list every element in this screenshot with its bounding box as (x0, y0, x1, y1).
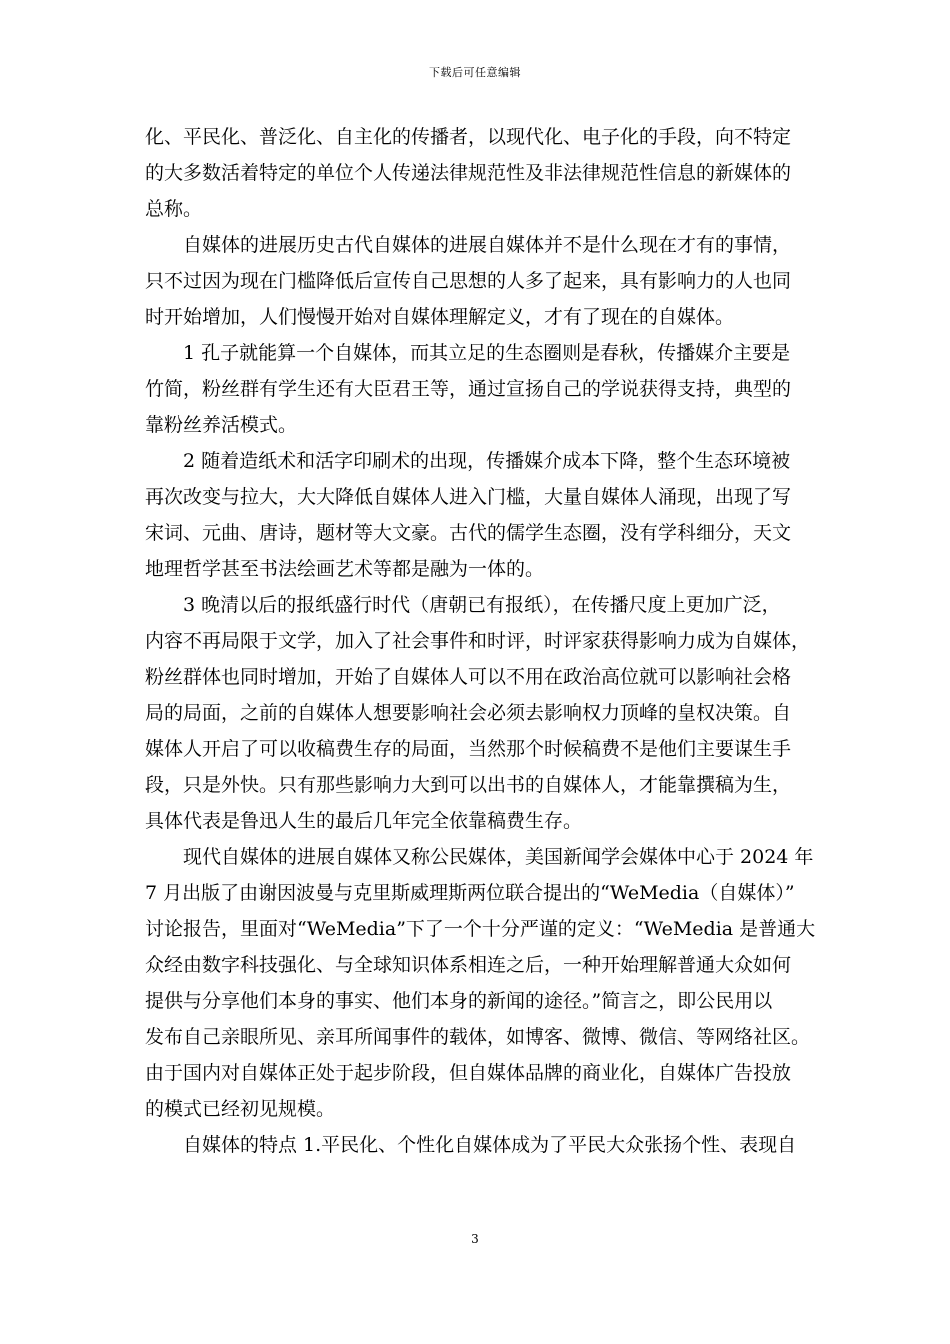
text-line: 提供与分享他们本身的事实、他们本身的新闻的途径。”简言之，即公民用以 (145, 990, 773, 1012)
text-line: 7 月出版了由谢因波曼与克里斯威理斯两位联合提出的“WeMedia（自媒体）” (145, 882, 795, 904)
text-line: 的大多数活着特定的单位个人传递法律规范性及非法律规范性信息的新媒体的 (145, 162, 792, 184)
text-line: 只不过因为现在门槛降低后宣传自己思想的人多了起来，具有影响力的人也同 (145, 270, 792, 292)
text-line: 靠粉丝养活模式。 (145, 414, 298, 436)
page-number: 3 (471, 1232, 479, 1246)
text-line: 媒体人开启了可以收稿费生存的局面，当然那个时候稿费不是他们主要谋生手 (145, 738, 792, 760)
text-line: 总称。 (145, 198, 203, 220)
text-line: 众经由数字科技强化、与全球知识体系相连之后，一种开始理解普通大众如何 (145, 954, 792, 976)
paragraph-start-line: 2 随着造纸术和活字印刷术的出现，传播媒介成本下降，整个生态环境被 (183, 450, 791, 472)
paragraph-start-line: 自媒体的进展历史古代自媒体的进展自媒体并不是什么现在才有的事情， (183, 234, 792, 256)
paragraph-start-line: 自媒体的特点 1.平民化、个性化自媒体成为了平民大众张扬个性、表现自 (183, 1134, 797, 1156)
text-line: 地理哲学甚至书法绘画艺术等都是融为一体的。 (145, 558, 545, 580)
text-line: 的模式已经初见规模。 (145, 1098, 336, 1120)
text-line: 时开始增加，人们慢慢开始对自媒体理解定义，才有了现在的自媒体。 (145, 306, 735, 328)
text-line: 竹简，粉丝群有学生还有大臣君王等，通过宣扬自己的学说获得支持，典型的 (145, 378, 792, 400)
text-line: 粉丝群体也同时增加，开始了自媒体人可以不用在政治高位就可以影响社会格 (145, 666, 792, 688)
paragraph-start-line: 现代自媒体的进展自媒体又称公民媒体，美国新闻学会媒体中心于 2024 年 (183, 846, 814, 868)
text-line: 再次改变与拉大，大大降低自媒体人进入门槛，大量自媒体人涌现，出现了写 (145, 486, 792, 508)
text-line: 发布自己亲眼所见、亲耳所闻事件的载体，如博客、微博、微信、等网络社区。 (145, 1026, 811, 1048)
paragraph-start-line: 1 孔子就能算一个自媒体，而其立足的生态圈则是春秋，传播媒介主要是 (183, 342, 791, 364)
text-line: 化、平民化、普泛化、自主化的传播者，以现代化、电子化的手段，向不特定 (145, 126, 792, 148)
text-line: 段，只是外快。只有那些影响力大到可以出书的自媒体人，才能靠撰稿为生， (145, 774, 792, 796)
text-line: 局的局面，之前的自媒体人想要影响社会必须去影响权力顶峰的皇权决策。自 (145, 702, 792, 724)
text-line: 讨论报告，里面对“WeMedia”下了一个十分严谨的定义：“WeMedia 是普通大 (145, 918, 816, 940)
page-header: 下载后可任意编辑 (429, 66, 521, 79)
text-line: 具体代表是鲁迅人生的最后几年完全依靠稿费生存。 (145, 810, 583, 832)
text-line: 宋词、元曲、唐诗，题材等大文豪。古代的儒学生态圈，没有学科细分，天文 (145, 522, 792, 544)
paragraph-start-line: 3 晚清以后的报纸盛行时代（唐朝已有报纸），在传播尺度上更加广泛， (183, 594, 781, 616)
text-line: 内容不再局限于文学，加入了社会事件和时评，时评家获得影响力成为自媒体， (145, 630, 811, 652)
document-body (145, 119, 816, 1163)
text-line: 由于国内对自媒体正处于起步阶段，但自媒体品牌的商业化，自媒体广告投放 (145, 1062, 792, 1084)
